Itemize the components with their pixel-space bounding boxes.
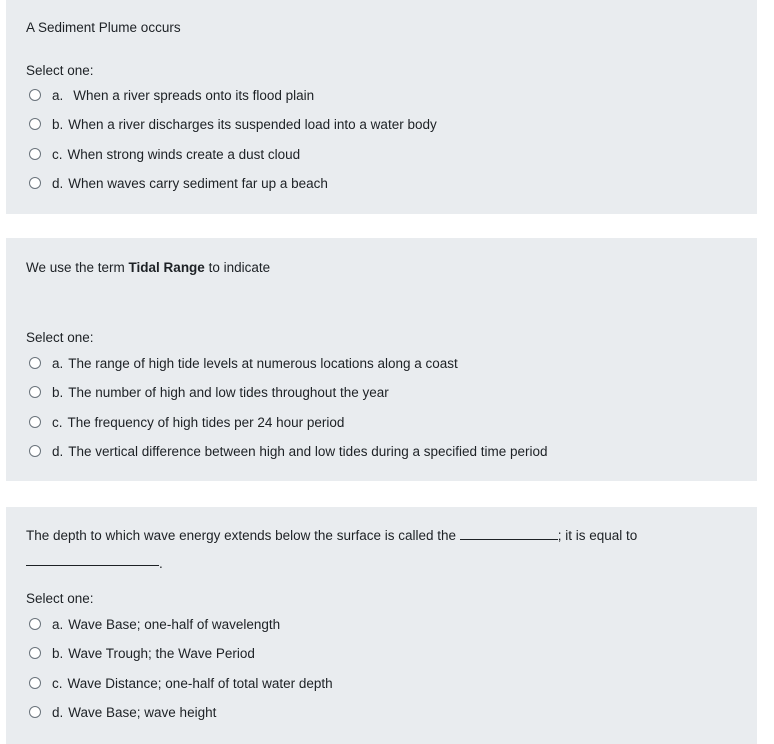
- option-letter: b.: [52, 645, 64, 661]
- radio-button[interactable]: [29, 89, 41, 101]
- option-letter: a.: [52, 87, 64, 103]
- option-text: The frequency of high tides per 24 hour period: [67, 414, 345, 430]
- option-text: Wave Base; wave height: [68, 704, 217, 720]
- question-card-2: [6, 238, 757, 481]
- option-d[interactable]: [29, 441, 548, 461]
- option-b[interactable]: [29, 382, 389, 402]
- option-letter: d.: [52, 175, 64, 191]
- option-text: When strong winds create a dust cloud: [67, 146, 301, 162]
- option-letter: a.: [52, 616, 64, 632]
- radio-button[interactable]: [29, 357, 41, 369]
- option-text: Wave Distance; one-half of total water depth: [67, 675, 333, 691]
- radio-button[interactable]: [29, 677, 41, 689]
- answer-blank: [460, 528, 558, 540]
- option-b[interactable]: [29, 114, 437, 134]
- option-letter: a.: [52, 355, 64, 371]
- option-b[interactable]: [29, 643, 255, 663]
- option-a[interactable]: [29, 614, 280, 634]
- option-letter: d.: [52, 443, 64, 459]
- option-text: When waves carry sediment far up a beach: [68, 175, 328, 191]
- option-a[interactable]: [29, 353, 458, 373]
- option-letter: c.: [52, 414, 63, 430]
- option-text: When a river discharges its suspended load into a water body: [68, 116, 437, 132]
- question-text-part: to indicate: [204, 260, 271, 275]
- question-text: A Sediment Plume occurs: [26, 20, 181, 35]
- option-letter: b.: [52, 384, 64, 400]
- radio-button[interactable]: [29, 416, 41, 428]
- question-text: [26, 527, 637, 545]
- radio-button[interactable]: [29, 177, 41, 189]
- select-one-prompt: Select one:: [26, 63, 94, 78]
- question-term: Tidal Range: [128, 260, 205, 275]
- answer-blank: [26, 564, 159, 566]
- option-text: Wave Base; one-half of wavelength: [68, 616, 281, 632]
- radio-button[interactable]: [29, 118, 41, 130]
- question-card-3: [6, 507, 757, 744]
- option-text: The vertical difference between high and low tides during a specified time period: [68, 443, 548, 459]
- select-one-prompt: Select one:: [26, 330, 94, 345]
- option-c[interactable]: [29, 144, 300, 164]
- option-d[interactable]: [29, 173, 328, 193]
- radio-button[interactable]: [29, 706, 41, 718]
- option-letter: b.: [52, 116, 64, 132]
- radio-button[interactable]: [29, 148, 41, 160]
- option-letter: d.: [52, 704, 64, 720]
- question-text: [26, 259, 270, 277]
- option-letter: c.: [52, 675, 63, 691]
- question-text-part: ; it is equal to: [557, 528, 638, 543]
- option-c[interactable]: [29, 412, 344, 432]
- question-card-1: [6, 0, 757, 214]
- option-d[interactable]: [29, 702, 216, 722]
- option-c[interactable]: [29, 673, 333, 693]
- option-text: The range of high tide levels at numerous locations along a coast: [68, 355, 458, 371]
- select-one-prompt: Select one:: [26, 591, 94, 606]
- option-text: When a river spreads onto its flood plain: [73, 87, 315, 103]
- option-text: Wave Trough; the Wave Period: [68, 645, 255, 661]
- radio-button[interactable]: [29, 647, 41, 659]
- question-text-part: We use the term: [26, 260, 129, 275]
- sentence-period: .: [159, 556, 163, 571]
- radio-button[interactable]: [29, 445, 41, 457]
- option-letter: c.: [52, 146, 63, 162]
- radio-button[interactable]: [29, 386, 41, 398]
- question-text-part: The depth to which wave energy extends below the surface is called the: [26, 528, 460, 543]
- radio-button[interactable]: [29, 618, 41, 630]
- option-text: The number of high and low tides throughout the year: [68, 384, 389, 400]
- option-a[interactable]: [29, 85, 314, 105]
